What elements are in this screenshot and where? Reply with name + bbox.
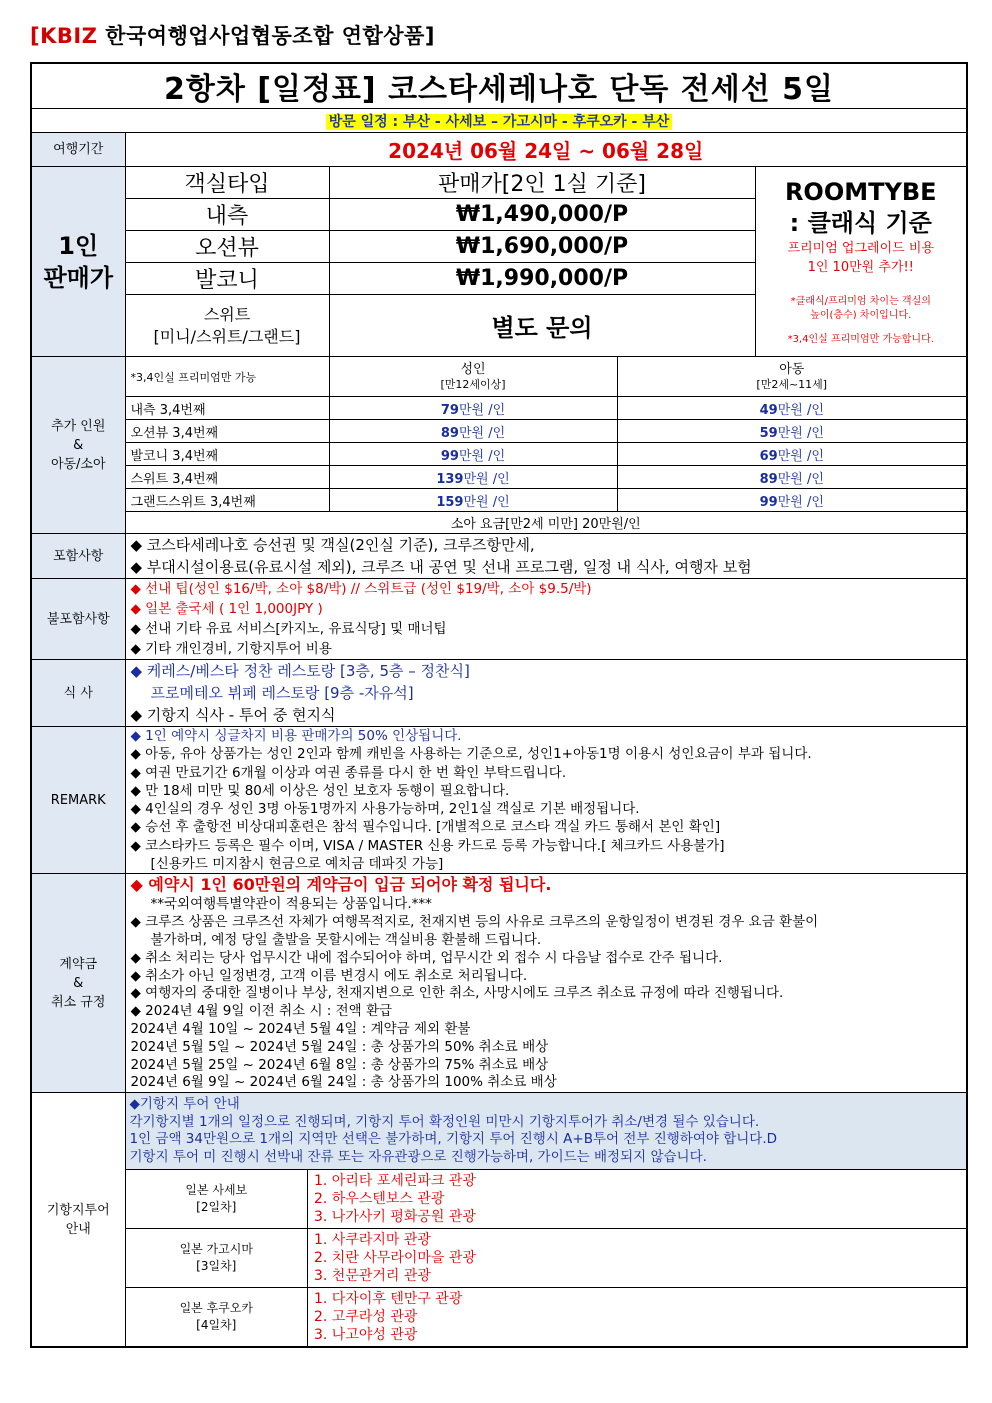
extra-child-price: 59만원 /인 (617, 420, 967, 443)
header-text: 한국여행업사업협동조합 연합상품] (97, 24, 435, 48)
extra-adult-price: 79만원 /인 (329, 397, 617, 420)
adult-header: 성인 [만12세이상] (329, 357, 617, 397)
meals-label: 식 사 (31, 660, 125, 727)
room-type-balcony: 발코니 (125, 263, 329, 295)
port-name: 일본 후쿠오카 [4일차] (126, 1288, 308, 1347)
visit-schedule-text: 방문 일정 : 부산 - 사세보 – 가고시마 - 후쿠오카 - 부산 (326, 114, 673, 130)
page-title: 2항차 [일정표] 코스타세레나호 단독 전세선 5일 (31, 63, 967, 109)
room-type-suite: 스위트 [미니/스위트/그랜드] (125, 295, 329, 357)
extra-row-type: 오션뷰 3,4번째 (125, 420, 329, 443)
price-suite: 별도 문의 (329, 295, 755, 357)
extra-adult-price: 139만원 /인 (329, 466, 617, 489)
excluded-content: ◆ 선내 팁(성인 $16/박, 소아 $8/박) // 스위트급 (성인 $19/박, 소아 $9.5/박) ◆ 일본 출국세 ( 1인 1,000JPY ) ◆ 선내 기타 유료 서비스[카지노, 유료식당] 및 매너팁 ◆ 기타 개인경비, 기항지투어 비용 (125, 579, 967, 660)
infant-price: 소아 요금[만2세 미만] 20만원/인 (125, 512, 967, 534)
visit-schedule (31, 109, 967, 133)
extra-child-price: 69만원 /인 (617, 443, 967, 466)
port-name: 일본 사세보 [2일차] (126, 1170, 308, 1229)
tour-content (125, 1093, 967, 1348)
period-value: 2024년 06월 24일 ~ 06월 28일 (125, 133, 967, 167)
room-type-inside: 내측 (125, 199, 329, 231)
price-label: 1인 판매가 (31, 167, 125, 357)
price-balcony: ₩1,990,000/P (329, 263, 755, 295)
kbiz-tag: [KBIZ (30, 24, 98, 48)
extra-adult-price: 99만원 /인 (329, 443, 617, 466)
included-content: ◆ 코스타세레나호 승선권 및 객실(2인실 기준), 크루즈항만세, ◆ 부대시설이용료(유료시설 제외), 크루즈 내 공연 및 선내 프로그램, 일정 내 식사, 여행자 보험 (125, 534, 967, 579)
tour-guide: ◆기항지 투어 안내 각기항지별 1개의 일정으로 진행되며, 기항지 투어 확정인원 미만시 기항지투어가 취소/변경 될수 있습니다. 1인 금액 34만원으로 1개의 지역만 선택은 불가하며, 기항지 투어 진행시 A+B투어 전부 진행하여야 합니다.D 기항지 투어 미 진행시 선박내 잔류 또는 자유관광으로 진행가능하며, 가이드는 배정되지 않습니다. (126, 1093, 967, 1170)
room-type-header: 객실타입 (125, 167, 329, 199)
contract-label: 계약금 & 취소 규정 (31, 874, 125, 1093)
port-items: 1. 사쿠라지마 관광 2. 치란 사무라이마을 관광 3. 천문관거리 관광 (308, 1229, 967, 1288)
price-header: 판매가[2인 1실 기준] (329, 167, 755, 199)
extra-note: *3,4인실 프리미엄만 가능 (125, 357, 329, 397)
page-header (30, 20, 435, 50)
extra-child-price: 99만원 /인 (617, 489, 967, 512)
price-inside: ₩1,490,000/P (329, 199, 755, 231)
extra-row-type: 발코니 3,4번째 (125, 443, 329, 466)
included-label: 포함사항 (31, 534, 125, 579)
child-header: 아동 [만2세~11세] (617, 357, 967, 397)
room-type-oceanview: 오션뷰 (125, 231, 329, 263)
excluded-label: 불포함사항 (31, 579, 125, 660)
port-name: 일본 가고시마 [3일차] (126, 1229, 308, 1288)
period-label: 여행기간 (31, 133, 125, 167)
roomtype-note: ROOMTYBE : 클래식 기준 프리미엄 업그레이드 비용 1인 10만원 추가!! *클래식/프리미엄 차이는 객실의 높이(층수) 차이입니다. *3,4인실 프리미엄만 가능합니다. (755, 167, 967, 357)
extra-adult-price: 89만원 /인 (329, 420, 617, 443)
port-items: 1. 다자이후 텐만구 관광 2. 고쿠라성 관광 3. 나고야성 관광 (314, 1291, 463, 1344)
contract-content: ◆ 예약시 1인 60만원의 계약금이 입금 되어야 확정 됩니다. **국외여행특별약관이 적용되는 상품입니다.*** ◆ 크루즈 상품은 크루즈선 자체가 여행목적지로, 천재지변 등의 사유로 크루즈의 운항일정이 변경된 경우 요금 환불이 불가하며, 예정 당일 출발을 못할시에는 객실비용 환불해 드립니다. ◆ 취소 처리는 당사 업무시간 내에 접수되어야 하며, 업무시간 외 접수 시 다음날 접수로 간주 됩니다. ◆ 취소가 아닌 일정변경, 고객 이름 변경시 에도 취소로 처리됩니다. ◆ 여행자의 중대한 질병이나 부상, 천재지변으로 인한 취소, 사망시에도 크루즈 취소료 규정에 따라 진행됩니다. ◆ 2024년 4월 9일 이전 취소 시 : 전액 환급 2024년 4월 10일 ~ 2024년 5월 4일 : 계약금 제외 환불 2024년 5월 5일 ~ 2024년 5월 24일 : 총 상품가의 50% 취소료 배상 2024년 5월 25일 ~ 2024년 6월 8일 : 총 상품가의 75% 취소료 배상 2024년 6월 9일 ~ 2024년 6월 24일 : 총 상품가의 100% 취소료 배상 (125, 874, 967, 1093)
meals-content: ◆ 케레스/베스타 정찬 레스토랑 [3층, 5층 – 정찬식] 프로메테오 뷔페 레스토랑 [9층 -자유석] ◆ 기항지 식사 - 투어 중 현지식 (125, 660, 967, 727)
extra-row-type: 스위트 3,4번째 (125, 466, 329, 489)
itinerary-table (30, 62, 968, 1348)
port-table (126, 1170, 967, 1346)
port-items: 1. 아리타 포세린파크 관광 2. 하우스텐보스 관광 3. 나가사키 평화공원 관광 (308, 1170, 967, 1229)
extra-child-price: 49만원 /인 (617, 397, 967, 420)
extra-child-price: 89만원 /인 (617, 466, 967, 489)
tour-label: 기항지투어 안내 (31, 1093, 125, 1348)
extra-label: 추가 인원 & 아동/소아 (31, 357, 125, 534)
extra-row-type: 내측 3,4번째 (125, 397, 329, 420)
price-oceanview: ₩1,690,000/P (329, 231, 755, 263)
extra-row-type: 그랜드스위트 3,4번째 (125, 489, 329, 512)
remark-label: REMARK (31, 727, 125, 874)
remark-content: ◆ 1인 예약시 싱글차지 비용 판매가의 50% 인상됩니다. ◆ 아동, 유아 상품가는 성인 2인과 함께 캐빈을 사용하는 기준으로, 성인1+아동1명 이용시 성인요금이 부과 됩니다. ◆ 여권 만료기간 6개월 이상과 여권 종류를 다시 한 번 확인 부탁드립니다. ◆ 만 18세 미만 및 80세 이상은 성인 보호자 동행이 필요합니다. ◆ 4인실의 경우 성인 3명 아동1명까지 사용가능하며, 2인1실 객실로 기본 배정됩니다. ◆ 승선 후 출항전 비상대피훈련은 참석 필수입니다. [개별적으로 코스타 객실 카드 통해서 본인 확인] ◆ 코스타카드 등록은 필수 이며, VISA / MASTER 신용 카드로 등록 가능합니다.[ 체크카드 사용불가] [신용카드 미지참시 현금으로 예치금 데파짓 가능] (125, 727, 967, 874)
extra-adult-price: 159만원 /인 (329, 489, 617, 512)
